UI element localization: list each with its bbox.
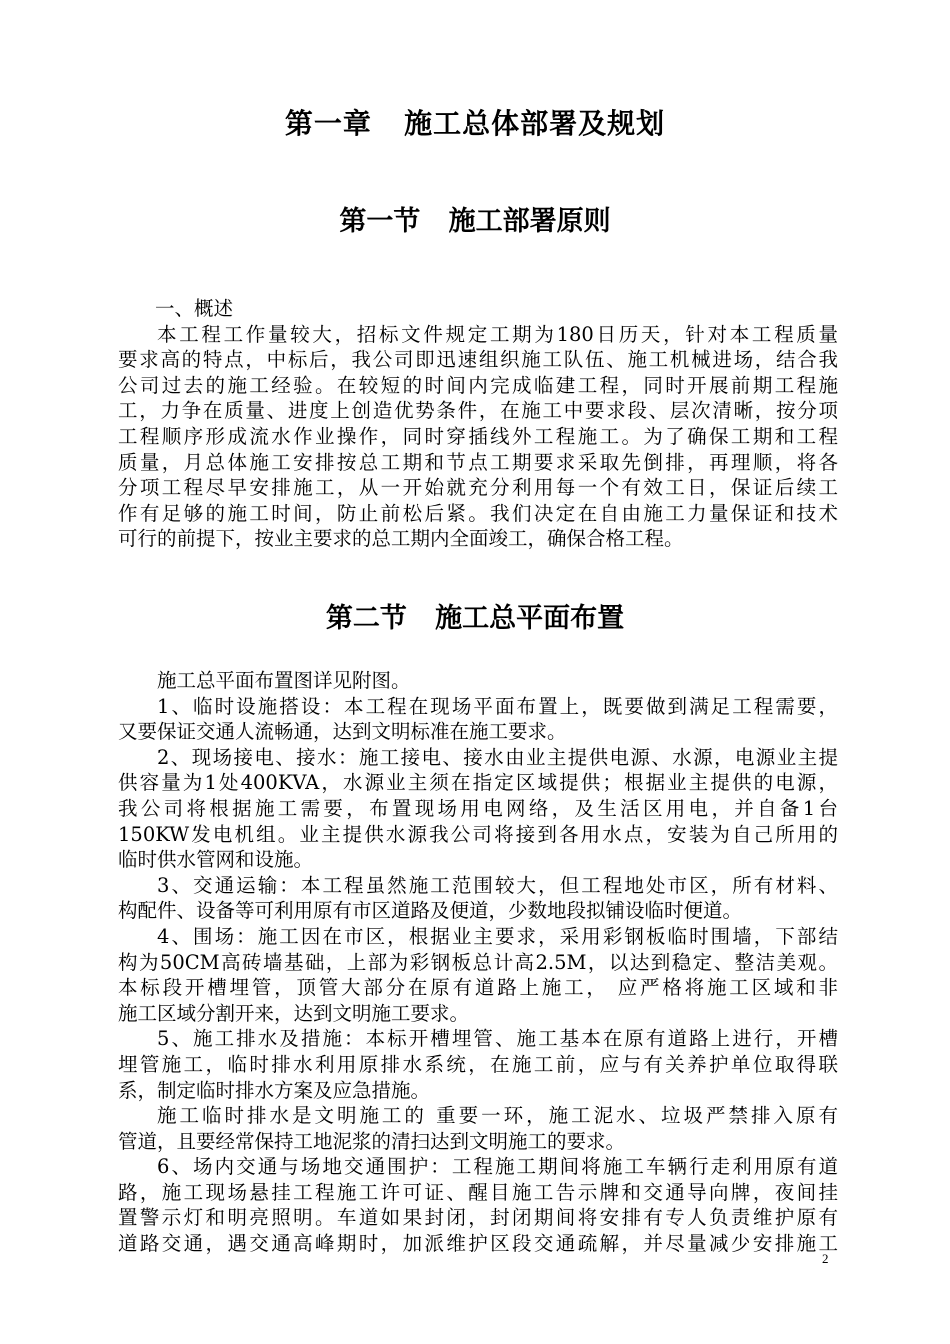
paragraph-line: 埋管施工，临时排水利用原排水系统，在施工前，应与有关养护单位取得联 <box>118 1052 838 1076</box>
paragraph-line: 2、现场接电、接水：施工接电、接水由业主提供电源、水源，电源业主提 <box>157 745 838 769</box>
section-body-overview <box>118 296 838 552</box>
paragraph-line: 施工区域分割开来，达到文明施工要求。 <box>118 1001 470 1025</box>
paragraph-line: 作有足够的施工时间，防止前松后紧。我们决定在自由施工力量保证和技术 <box>118 501 838 525</box>
paragraph-line: 系，制定临时排水方案及应急措施。 <box>118 1078 431 1102</box>
paragraph-line: 工程顺序形成流水作业操作，同时穿插线外工程施工。为了确保工期和工程 <box>118 424 838 448</box>
paragraph-line: 构配件、设备等可利用原有市区道路及便道，少数地段拟铺设临时便道。 <box>118 899 743 923</box>
paragraph-line: 供容量为1处400KVA，水源业主须在指定区域提供；根据业主提供的电源， <box>118 771 838 795</box>
paragraph-line: 质量，月总体施工安排按总工期和节点工期要求采取先倒排，再理顺，将各 <box>118 450 838 474</box>
paragraph-line: 我公司将根据施工需要，布置现场用电网络，及生活区用电，并自备1台 <box>118 796 838 820</box>
paragraph-line: 本标段开槽埋管，顶管大部分在原有道路上施工， 应严格将施工区域和非 <box>118 976 838 1000</box>
paragraph-line: 6、场内交通与场地交通围护：工程施工期间将施工车辆行走利用原有道 <box>157 1155 838 1179</box>
paragraph-line: 路，施工现场悬挂工程施工许可证、醒目施工告示牌和交通导向牌，夜间挂 <box>118 1180 838 1204</box>
paragraph-line: 施工总平面布置图详见附图。 <box>157 669 411 692</box>
paragraph-line: 道路交通，遇交通高峰期时，加派维护区段交通疏解，并尽量减少安排施工 <box>118 1232 838 1256</box>
section-title-deployment-principles: 第一节 施工部署原则 <box>339 206 611 237</box>
paragraph-line: 构为50CM高砖墙基础，上部为彩钢板总计高2.5M，以达到稳定、整洁美观。 <box>118 950 838 974</box>
paragraph-line: 公司过去的施工经验。在较短的时间内完成临建工程，同时开展前期工程施 <box>118 373 838 397</box>
paragraph-line: 要求高的特点，中标后，我公司即迅速组织施工队伍、施工机械进场，结合我 <box>118 348 838 372</box>
paragraph-line: 1、临时设施搭设：本工程在现场平面布置上，既要做到满足工程需要， <box>157 694 838 718</box>
paragraph-line: 施工临时排水是文明施工的 重要一环，施工泥水、垃圾严禁排入原有 <box>157 1104 838 1128</box>
section-title-site-layout: 第二节 施工总平面布置 <box>325 603 625 634</box>
paragraph-line: 150KW发电机组。业主提供水源我公司将接到各用水点，安装为自己所用的 <box>118 822 838 846</box>
paragraph-line: 可行的前提下，按业主要求的总工期内全面竣工，确保合格工程。 <box>118 527 684 551</box>
paragraph-line: 4、围场：施工因在市区，根据业主要求，采用彩钢板临时围墙，下部结 <box>157 924 838 948</box>
chapter-title: 第一章 施工总体部署及规划 <box>284 107 666 140</box>
paragraph-line: 3、交通运输：本工程虽然施工范围较大，但工程地处市区，所有材料、 <box>157 873 838 897</box>
page-number: 2 <box>822 1251 829 1266</box>
paragraph-line: 分项工程尽早安排施工，从一开始就充分利用每一个有效工日，保证后续工 <box>118 476 838 500</box>
paragraph-line: 管道，且要经常保持工地泥浆的清扫达到文明施工的要求。 <box>118 1129 626 1153</box>
paragraph-line: 置警示灯和明亮照明。车道如果封闭，封闭期间将安排有专人负责维护原有 <box>118 1206 838 1230</box>
subheading-overview: 一、概述 <box>155 297 234 320</box>
paragraph-line: 又要保证交通人流畅通，达到文明标准在施工要求。 <box>118 720 567 744</box>
paragraph-line: 5、施工排水及措施：本标开槽埋管、施工基本在原有道路上进行，开槽 <box>157 1027 838 1051</box>
section-body-site-layout <box>118 668 838 1257</box>
paragraph-line: 本工程工作量较大，招标文件规定工期为180日历天，针对本工程质量 <box>157 322 838 346</box>
paragraph-line: 临时供水管网和设施。 <box>118 848 314 872</box>
paragraph-line: 工，力争在质量、进度上创造优势条件，在施工中要求段、层次清晰，按分项 <box>118 399 838 423</box>
